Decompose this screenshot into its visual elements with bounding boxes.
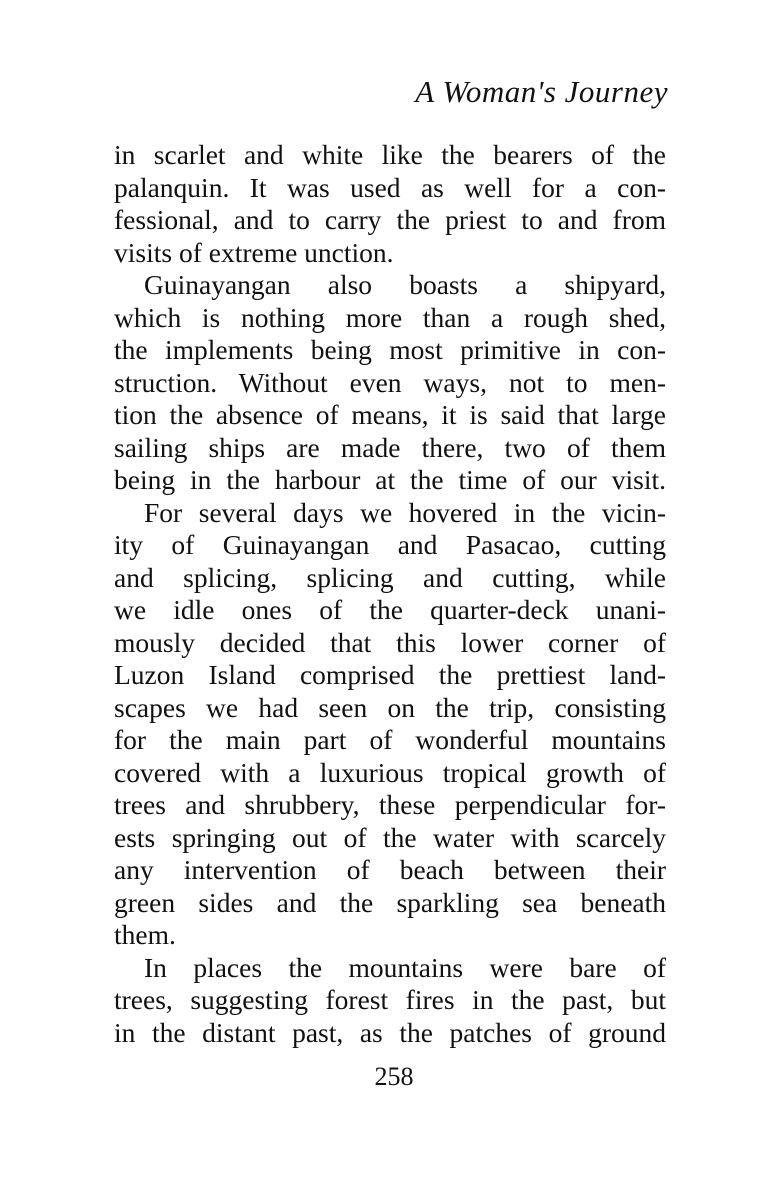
text-line: palanquin. It was used as well for a con- [114, 171, 666, 203]
text-line: sailing ships are made there, two of them [114, 431, 666, 463]
text-line: Guinayangan also boasts a shipyard, [144, 269, 666, 300]
running-head: A Woman's Journey [415, 74, 668, 109]
text-line: visits of extreme unction. [114, 236, 394, 268]
text-line: ests springing out of the water with scarcely [114, 821, 666, 853]
text-line: scapes we had seen on the trip, consisting [114, 691, 666, 723]
text-line: covered with a luxurious tropical growth of [114, 756, 666, 788]
text-line: fessional, and to carry the priest to and from [114, 204, 666, 235]
text-line: in the distant past, as the patches of ground [114, 1016, 666, 1048]
text-line: the implements being most primitive in con- [114, 334, 666, 365]
text-line: which is nothing more than a rough shed, [114, 301, 666, 333]
text-line: In places the mountains were bare of [144, 951, 666, 983]
text-line: mously decided that this lower corner of [114, 626, 666, 658]
text-line: green sides and the sparkling sea beneath [114, 886, 666, 918]
text-line: for the main part of wonderful mountains [114, 724, 666, 755]
text-line: them. [114, 919, 176, 950]
text-line: any intervention of beach between their [114, 854, 666, 885]
text-line: in scarlet and white like the bearers of the [114, 139, 666, 170]
text-line: For several days we hovered in the vicin- [144, 496, 666, 528]
text-line: being in the harbour at the time of our visit. [114, 464, 666, 495]
text-line: tion the absence of means, it is said that large [114, 399, 666, 430]
text-line: trees, suggesting forest fires in the past, but [114, 984, 666, 1015]
paragraph-luzon [114, 497, 666, 952]
paragraph-forest-fires [114, 952, 666, 1050]
paragraph-palanquin [114, 139, 666, 269]
text-line: struction. Without even ways, not to men- [114, 366, 666, 398]
text-line: we idle ones of the quarter-deck unani- [114, 594, 666, 625]
text-line: trees and shrubbery, these perpendicular for- [114, 789, 666, 820]
body-text [114, 139, 666, 1049]
paragraph-shipyard [114, 269, 666, 497]
page-number: 258 [374, 1062, 414, 1091]
text-line: Luzon Island comprised the prettiest land- [114, 659, 666, 690]
text-line: and splicing, splicing and cutting, while [114, 561, 666, 593]
text-line: ity of Guinayangan and Pasacao, cutting [114, 529, 666, 560]
